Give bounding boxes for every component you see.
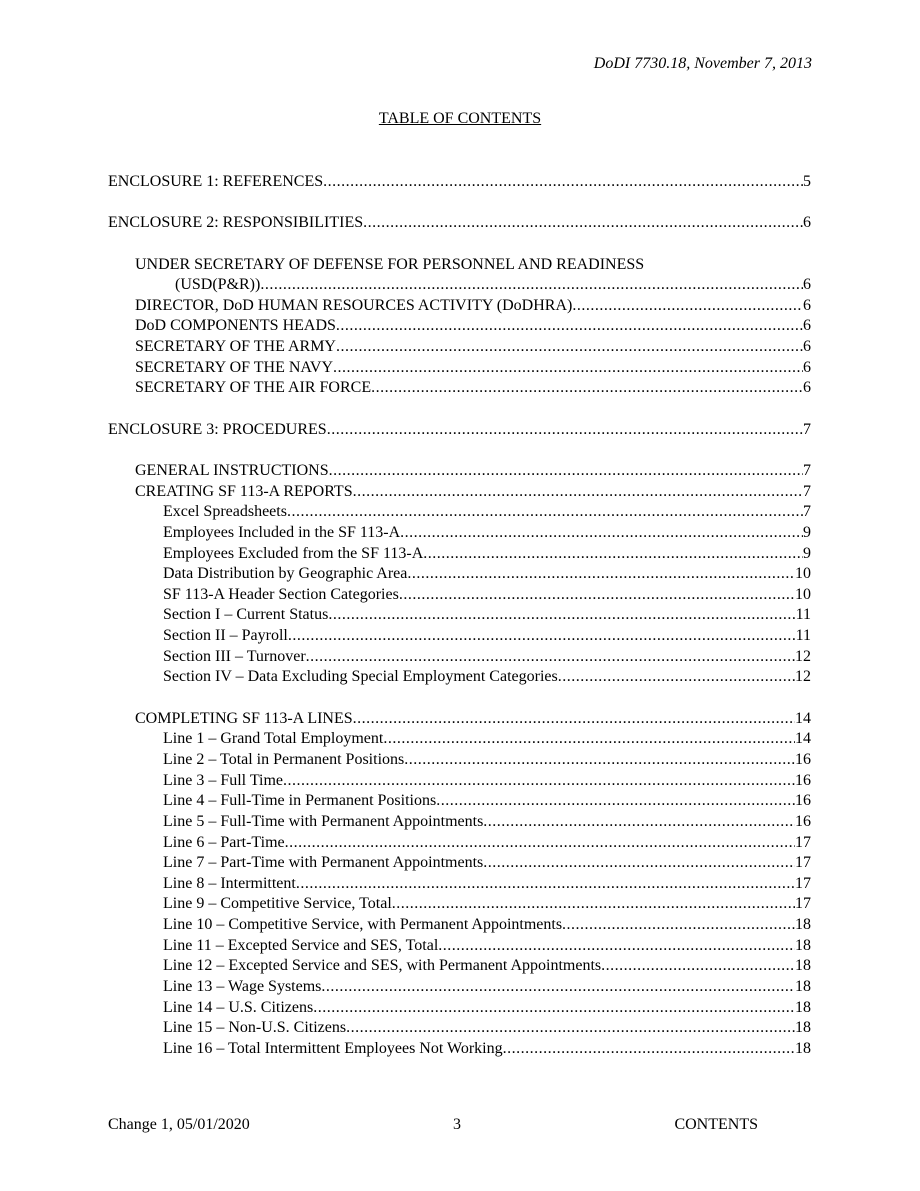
toc-entry-page: 18 (795, 916, 811, 934)
toc-entry-label: Line 16 – Total Intermittent Employees Not Working (163, 1039, 503, 1057)
dot-leader (407, 564, 795, 585)
toc-subentry[interactable] (108, 564, 811, 585)
toc-entry-page: 18 (795, 977, 811, 995)
toc-entry-label: DoD COMPONENTS HEADS (135, 317, 336, 335)
dot-leader (558, 667, 795, 688)
toc-entry-page: 12 (795, 647, 811, 665)
toc-entry-page: 6 (803, 338, 811, 356)
toc-subentry[interactable] (108, 729, 811, 750)
toc-entry-page: 18 (795, 1039, 811, 1057)
toc-entry-label: GENERAL INSTRUCTIONS (135, 461, 329, 479)
toc-subentry[interactable] (108, 667, 811, 688)
toc-entry-page: 10 (795, 565, 811, 583)
toc-subentry[interactable] (108, 771, 811, 792)
dot-leader (283, 771, 795, 792)
toc-entry-page: 17 (795, 833, 811, 851)
toc-entry-page: 6 (803, 276, 811, 294)
toc-entry-label: Excel Spreadsheets (163, 503, 287, 521)
toc-entry-label: Line 5 – Full-Time with Permanent Appointments (163, 812, 484, 830)
dot-leader (423, 544, 803, 565)
dot-leader (346, 1018, 795, 1039)
toc-subentry[interactable] (108, 544, 811, 565)
toc-entry-label: Line 13 – Wage Systems (163, 977, 322, 995)
toc-entry-usd-pr-continued[interactable] (108, 275, 811, 296)
toc-subentry[interactable] (108, 833, 811, 854)
toc-entry-page: 9 (803, 523, 811, 541)
toc-entry-page: 16 (795, 771, 811, 789)
toc-subentry[interactable] (108, 998, 811, 1019)
toc-entry-enclosure-2[interactable] (108, 213, 811, 234)
toc-entry-label: Line 3 – Full Time (163, 771, 284, 789)
toc-entry-label: Line 14 – U.S. Citizens (163, 998, 314, 1016)
toc-subentry[interactable] (108, 977, 811, 998)
toc-entry-label: Section I – Current Status (163, 606, 329, 624)
toc-entry-label: Line 15 – Non-U.S. Citizens (163, 1019, 347, 1037)
dot-leader (306, 647, 795, 668)
toc-entry-page: 16 (795, 792, 811, 810)
toc-entry-label: CREATING SF 113-A REPORTS (135, 482, 353, 500)
toc-subentry[interactable] (108, 585, 811, 606)
toc-entry-label: Line 4 – Full-Time in Permanent Positions (163, 792, 437, 810)
toc-entry-page: 6 (803, 358, 811, 376)
dot-leader (328, 605, 795, 626)
toc-subentry[interactable] (108, 1039, 811, 1060)
dot-leader (392, 894, 795, 915)
toc-entry-label: Section II – Payroll (163, 627, 288, 645)
toc-entry-secretary-air-force[interactable] (108, 378, 811, 399)
toc-entry-label: UNDER SECRETARY OF DEFENSE FOR PERSONNEL AND READINESS (135, 255, 645, 273)
dot-leader (327, 420, 803, 441)
document-header: DoDI 7730.18, November 7, 2013 (593, 55, 812, 72)
dot-leader (483, 853, 795, 874)
toc-entry-label: ENCLOSURE 2: RESPONSIBILITIES (108, 214, 364, 232)
dot-leader (438, 936, 795, 957)
toc-subentry[interactable] (108, 915, 811, 936)
toc-entry-label: Line 12 – Excepted Service and SES, with Permanent Appointments (163, 957, 602, 975)
toc-entry-page: 18 (795, 957, 811, 975)
table-of-contents (108, 172, 811, 1060)
toc-subentry[interactable] (108, 750, 811, 771)
toc-entry-label: ENCLOSURE 1: REFERENCES (108, 173, 324, 190)
toc-subentry[interactable] (108, 1018, 811, 1039)
toc-entry-page: 9 (803, 544, 811, 562)
toc-subentry[interactable] (108, 626, 811, 647)
dot-leader (323, 172, 803, 193)
toc-subentry[interactable] (108, 894, 811, 915)
toc-subentry[interactable] (108, 791, 811, 812)
footer-section: CONTENTS (674, 1116, 758, 1133)
footer-change: Change 1, 05/01/2020 (108, 1116, 250, 1133)
toc-entry-label: SECRETARY OF THE NAVY (135, 358, 334, 376)
toc-entry-label: Data Distribution by Geographic Area (163, 565, 408, 583)
toc-subentry[interactable] (108, 853, 811, 874)
toc-entry-label: Line 11 – Excepted Service and SES, Total (163, 936, 439, 954)
dot-leader (483, 812, 795, 833)
toc-entry-page: 14 (795, 730, 811, 748)
toc-entry-page: 6 (803, 379, 811, 397)
toc-entry-secretary-army[interactable] (108, 337, 811, 358)
toc-entry-dod-components-heads[interactable] (108, 316, 811, 337)
toc-subentry[interactable] (108, 523, 811, 544)
dot-leader (371, 378, 803, 399)
dot-leader (287, 502, 803, 523)
toc-entry-page: 6 (803, 317, 811, 335)
toc-entry-label: Employees Included in the SF 113-A (163, 523, 401, 541)
toc-entry-page: 7 (803, 503, 811, 521)
dot-leader (285, 833, 795, 854)
dot-leader (353, 709, 795, 730)
toc-entry-completing-lines[interactable] (108, 709, 811, 730)
toc-entry-label: SECRETARY OF THE AIR FORCE (135, 379, 372, 397)
toc-entry-page: 7 (803, 482, 811, 500)
toc-subentry[interactable] (108, 956, 811, 977)
dot-leader (363, 213, 803, 234)
toc-subentry[interactable] (108, 936, 811, 957)
toc-entry-page: 6 (803, 296, 811, 314)
toc-entry-label: Line 9 – Competitive Service, Total (163, 895, 392, 913)
toc-entry-creating-reports[interactable] (108, 482, 811, 503)
dot-leader (562, 915, 795, 936)
toc-entry-page: 14 (795, 709, 811, 727)
toc-entry-enclosure-1[interactable] (108, 172, 811, 193)
toc-entry-enclosure-3[interactable] (108, 420, 811, 441)
toc-entry-page: 16 (795, 750, 811, 768)
toc-subentry[interactable] (108, 502, 811, 523)
toc-entry-page: 10 (795, 585, 811, 603)
dot-leader (436, 791, 795, 812)
toc-entry-label-continued: (USD(P&R)) (175, 276, 261, 294)
dot-leader (503, 1039, 795, 1060)
toc-entry-label: Employees Excluded from the SF 113-A (163, 544, 424, 562)
dot-leader (399, 585, 795, 606)
toc-entry-label: DIRECTOR, DoD HUMAN RESOURCES ACTIVITY (DoDHRA) (135, 296, 573, 314)
toc-entry-label: SECRETARY OF THE ARMY (135, 338, 336, 356)
dot-leader (383, 729, 795, 750)
toc-entry-page: 6 (803, 214, 811, 232)
toc-entry-page: 18 (795, 998, 811, 1016)
toc-entry-page: 5 (803, 173, 811, 190)
toc-entry-page: 11 (795, 606, 811, 624)
dot-leader (404, 750, 795, 771)
toc-entry-page: 18 (795, 936, 811, 954)
dot-leader (400, 523, 803, 544)
toc-entry-page: 18 (795, 1019, 811, 1037)
dot-leader (336, 316, 803, 337)
toc-entry-label: Line 1 – Grand Total Employment (163, 730, 384, 748)
page-footer (108, 1116, 758, 1138)
toc-subentry[interactable] (108, 605, 811, 626)
toc-entry-usd-pr[interactable] (108, 255, 811, 276)
toc-subentry[interactable] (108, 647, 811, 668)
toc-entry-dodhra[interactable] (108, 296, 811, 317)
toc-entry-page: 16 (795, 812, 811, 830)
toc-subentry[interactable] (108, 874, 811, 895)
toc-entry-label: SF 113-A Header Section Categories (163, 585, 399, 603)
toc-title: TABLE OF CONTENTS (378, 110, 542, 127)
toc-entry-label: Line 10 – Competitive Service, with Permanent Appointments (163, 916, 563, 934)
dot-leader (336, 337, 803, 358)
dot-leader (353, 482, 803, 503)
toc-entry-general-instructions[interactable] (108, 461, 811, 482)
toc-entry-label: Line 7 – Part-Time with Permanent Appointments (163, 854, 484, 872)
dot-leader (601, 956, 795, 977)
dot-leader (288, 626, 796, 647)
toc-entry-label: Line 8 – Intermittent (163, 874, 296, 892)
toc-entry-label: ENCLOSURE 3: PROCEDURES (108, 420, 327, 438)
toc-entry-page: 17 (795, 874, 811, 892)
toc-entry-secretary-navy[interactable] (108, 358, 811, 379)
dot-leader (333, 358, 803, 379)
dot-leader (572, 296, 803, 317)
toc-entry-label: Section III – Turnover (163, 647, 306, 665)
toc-entry-label: Section IV – Data Excluding Special Employment Categories (163, 668, 558, 686)
toc-entry-page: 7 (803, 420, 811, 438)
toc-entry-label: Line 6 – Part-Time (163, 833, 285, 851)
dot-leader (260, 275, 803, 296)
toc-entry-page: 7 (803, 461, 811, 479)
toc-entry-page: 17 (795, 895, 811, 913)
toc-entry-page: 12 (795, 668, 811, 686)
toc-subentry[interactable] (108, 812, 811, 833)
toc-entry-label: Line 2 – Total in Permanent Positions (163, 750, 405, 768)
toc-entry-label: COMPLETING SF 113-A LINES (135, 709, 353, 727)
toc-entry-page: 17 (795, 854, 811, 872)
dot-leader (313, 998, 795, 1019)
dot-leader (296, 874, 795, 895)
footer-page-number: 3 (453, 1116, 461, 1133)
dot-leader (321, 977, 795, 998)
dot-leader (329, 461, 803, 482)
toc-entry-page: 11 (795, 627, 811, 645)
